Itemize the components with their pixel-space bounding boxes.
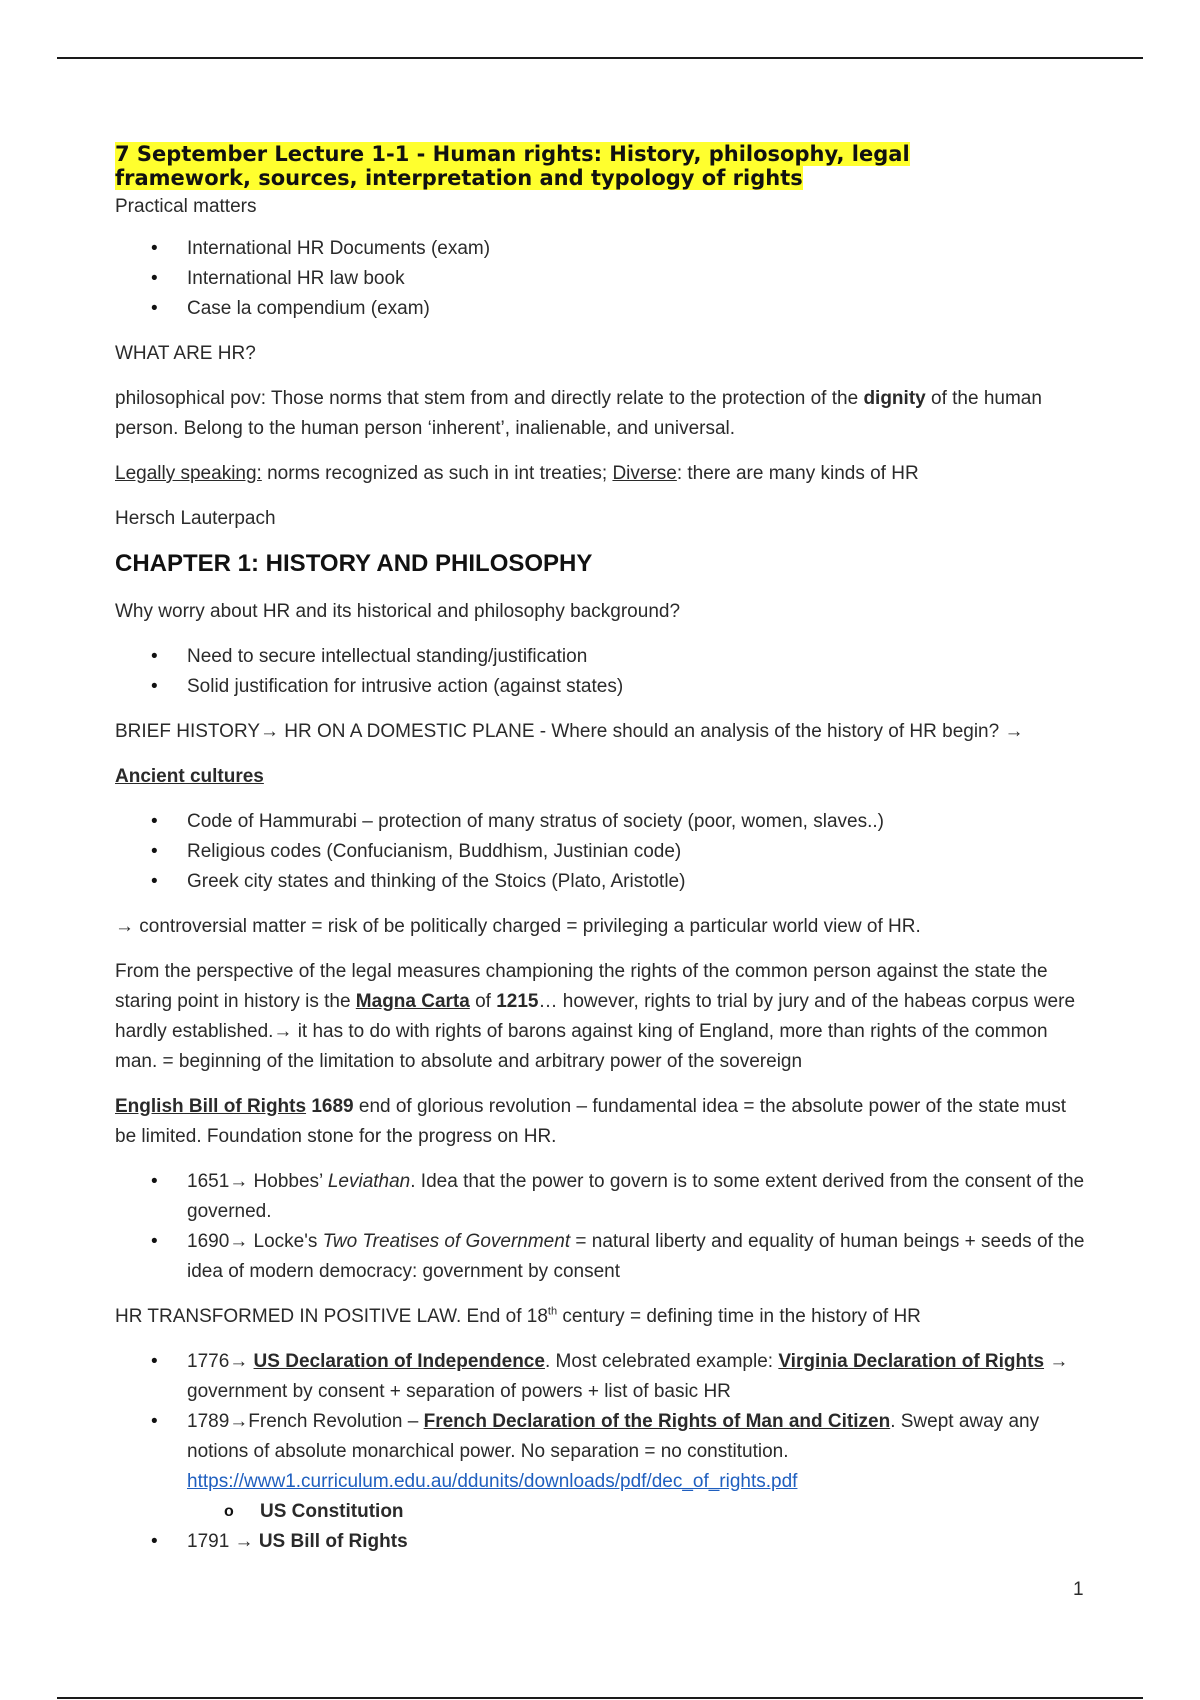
document-page <box>115 142 1090 1572</box>
why-list <box>115 642 1090 702</box>
practical-matters-list <box>115 234 1090 324</box>
lauterpach-line: Hersch Lauterpach <box>115 508 276 529</box>
chapter-heading: CHAPTER 1: HISTORY AND PHILOSOPHY <box>115 550 593 577</box>
practical-matters-heading: Practical matters <box>115 196 257 217</box>
lecture-title: 7 September Lecture 1-1 - Human rights: History, philosophy, legal framework, sources, interpretation and typology of rights <box>115 142 910 190</box>
list-item: • Code of Hammurabi – protection of many stratus of society (poor, women, slaves..) <box>115 807 1090 837</box>
list-item: • International HR law book <box>115 264 1090 294</box>
controversial-line: → controversial matter = risk of be politically charged = privileging a particular world view of HR. <box>115 916 921 937</box>
list-item: • Need to secure intellectual standing/justification <box>115 642 1090 672</box>
list-item: • 1791 → US Bill of Rights <box>115 1527 1090 1557</box>
list-item: • Greek city states and thinking of the Stoics (Plato, Aristotle) <box>115 867 1090 897</box>
footer-rule <box>57 1697 1143 1699</box>
list-item: • International HR Documents (exam) <box>115 234 1090 264</box>
list-item: • 1789→French Revolution – French Declaration of the Rights of Man and Citizen. Swept away any notions of absolute monarchical power. No separation = no constitution. https://www1.curriculum.edu.au/ddunits/downloads/pdf/dec_of_rights.pdf <box>115 1407 1090 1497</box>
header-rule <box>57 57 1143 59</box>
positive-law-line: HR TRANSFORMED IN POSITIVE LAW. End of 18th century = defining time in the history of HR <box>115 1305 921 1327</box>
declarations-list <box>115 1347 1090 1497</box>
sub-list-item: o US Constitution <box>115 1497 1090 1527</box>
declarations-list-continued <box>115 1527 1090 1557</box>
why-question: Why worry about HR and its historical and philosophy background? <box>115 601 681 622</box>
list-item: • Solid justification for intrusive action (against states) <box>115 672 1090 702</box>
what-are-hr-heading: WHAT ARE HR? <box>115 343 256 364</box>
list-item: • 1690→ Locke's Two Treatises of Government = natural liberty and equality of human beings + seeds of the idea of modern democracy: government by consent <box>115 1227 1090 1287</box>
list-item: • Religious codes (Confucianism, Buddhism, Justinian code) <box>115 837 1090 867</box>
list-item: • 1651→ Hobbes’ Leviathan. Idea that the power to govern is to some extent derived from the consent of the governed. <box>115 1167 1090 1227</box>
brief-history-line: BRIEF HISTORY→ HR ON A DOMESTIC PLANE - Where should an analysis of the history of HR begin? → <box>115 721 1024 742</box>
list-item: • Case la compendium (exam) <box>115 294 1090 324</box>
legally-paragraph: Legally speaking: norms recognized as such in int treaties; Diverse: there are many kinds of HR <box>115 463 919 484</box>
ancient-cultures-heading: Ancient cultures <box>115 766 264 787</box>
page-number: 1 <box>1073 1579 1084 1600</box>
ancient-cultures-list <box>115 807 1090 897</box>
philosophers-list <box>115 1167 1090 1287</box>
magna-carta-paragraph: From the perspective of the legal measures championing the rights of the common person against the state the staring point in history is the Magna Carta of 1215… however, rights to trial by jury and of the habeas corpus were hardly established.→ it has to do with rights of barons against king of England, more than rights of the common man. = beginning of the limitation to absolute and arbitrary power of the sovereign <box>115 961 1076 1072</box>
list-item: • 1776→ US Declaration of Independence. Most celebrated example: Virginia Declaration of Rights → government by consent + separation of powers + list of basic HR <box>115 1347 1090 1407</box>
english-bill-paragraph: English Bill of Rights 1689 end of glorious revolution – fundamental idea = the absolute power of the state must be limited. Foundation stone for the progress on HR. <box>115 1096 1067 1147</box>
philosophical-paragraph: philosophical pov: Those norms that stem from and directly relate to the protection of the dignity of the human person. Belong to the human person ‘inherent’, inalienable, and universal. <box>115 388 1042 439</box>
declaration-link[interactable]: https://www1.curriculum.edu.au/ddunits/downloads/pdf/dec_of_rights.pdf <box>187 1471 798 1492</box>
declarations-sub-list <box>115 1497 1090 1527</box>
